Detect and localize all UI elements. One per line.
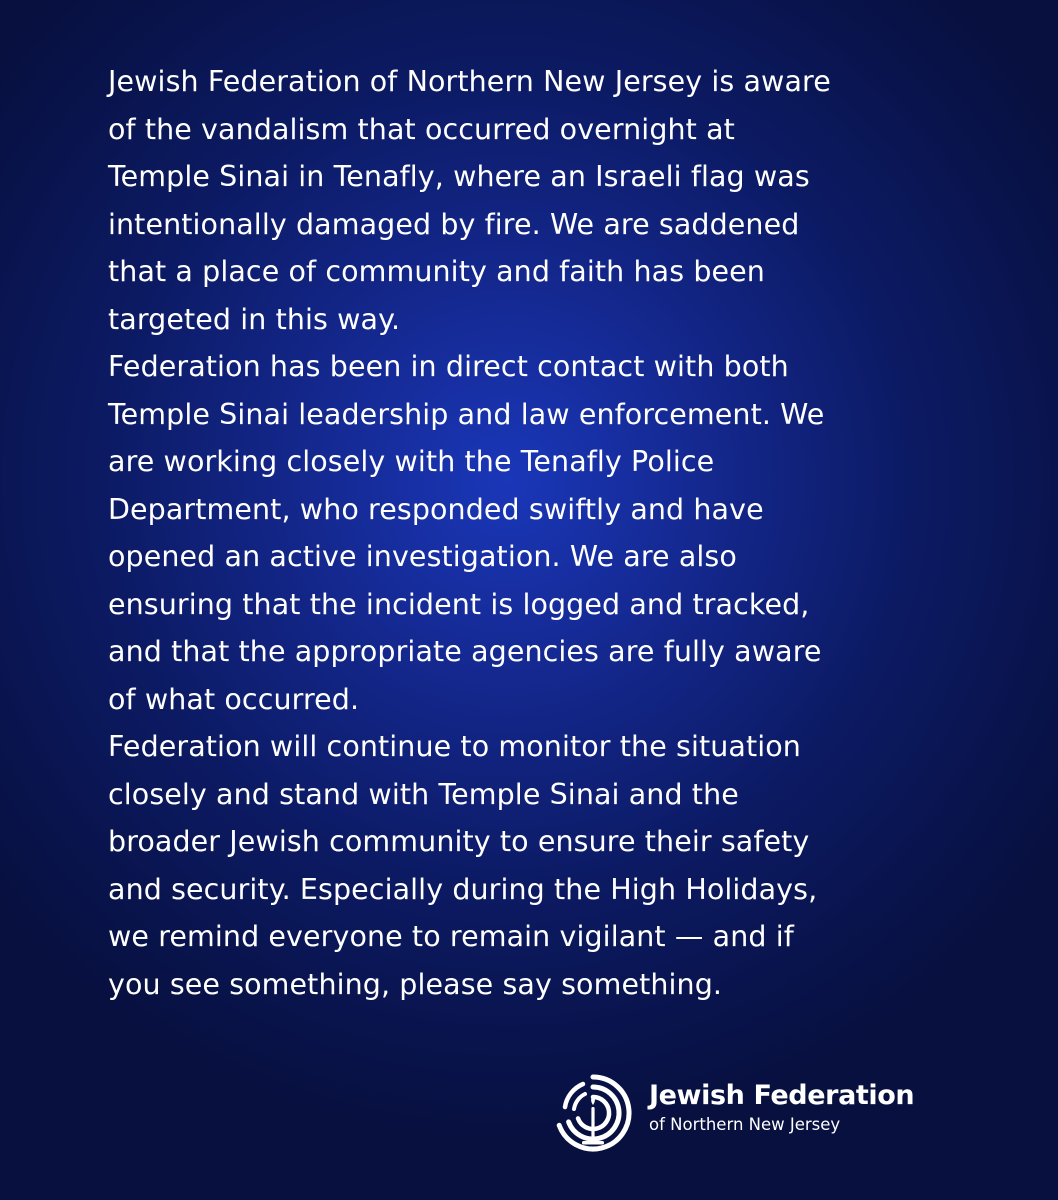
logo-subtitle: of Northern New Jersey [649, 1115, 841, 1134]
statement-line: Department, who responded swiftly and have [108, 492, 764, 526]
statement-line: targeted in this way. [108, 302, 401, 336]
statement-line: Jewish Federation of Northern New Jersey is aware [108, 65, 831, 98]
menorah-globe-icon [553, 1073, 633, 1153]
statement-line: closely and stand with Temple Sinai and the [108, 777, 739, 811]
logo-wordmark [649, 1080, 959, 1136]
federation-logo [553, 1073, 953, 1163]
statement-line: of the vandalism that occurred overnight at [108, 112, 735, 146]
statement-line: are working closely with the Tenafly Police [108, 445, 715, 478]
statement-line: ensuring that the incident is logged and tracked, [108, 587, 810, 621]
statement-line: Federation has been in direct contact with both [108, 350, 789, 383]
statement-line: you see something, please say something. [108, 967, 723, 1001]
statement-line: we remind everyone to remain vigilant — and if [108, 920, 794, 953]
statement-line: opened an active investigation. We are also [108, 540, 737, 573]
statement-line: Temple Sinai leadership and law enforcement. We [108, 397, 825, 431]
statement-line: Temple Sinai in Tenafly, where an Israeli flag was [108, 160, 810, 193]
statement-text [108, 58, 1008, 1008]
statement-line: Federation will continue to monitor the situation [108, 730, 801, 763]
logo-name: Jewish Federation [649, 1080, 915, 1111]
statement-line: broader Jewish community to ensure their safety [108, 825, 810, 858]
statement-line: of what occurred. [108, 682, 360, 716]
statement-line: intentionally damaged by fire. We are saddened [108, 207, 800, 241]
statement-line: and security. Especially during the High Holidays, [108, 872, 818, 906]
statement-line: and that the appropriate agencies are fully aware [108, 635, 822, 668]
statement-line: that a place of community and faith has been [108, 255, 765, 288]
